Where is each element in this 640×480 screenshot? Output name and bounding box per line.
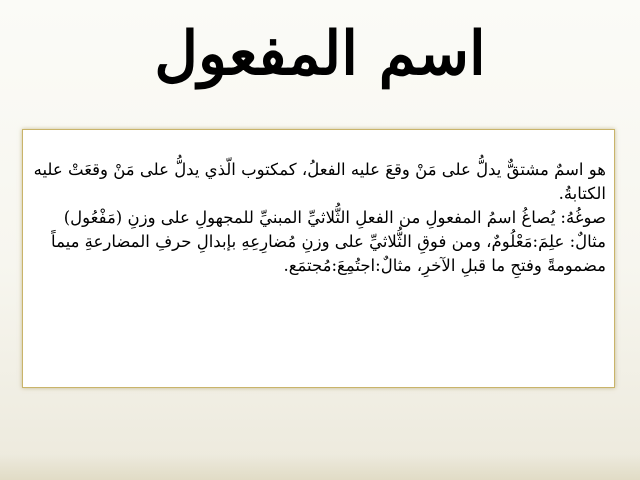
slide-title: اسم المفعول [154,19,486,89]
content-box [22,129,615,388]
formation-paragraph: صوغُهُ: يُصاغُ اسمُ المفعولِ من الفعلِ الثُّلاثيِّ المبنيِّ للمجهولِ على وزنِ (مَفْعُول) مثالٌ: علِمَ:مَعْلُومٌ، ومن فوقِ الثُّلاثيِّ على وزنِ مُضارِعِهِ بإبدالِ حرفِ المضارعةِ ميماً مضمومةً وفتحِ ما قبلِ الآخرِ، مثالٌ:اجتُمِعَ:مُجتمَع. [51,208,606,275]
bottom-band [0,454,640,480]
body-text [29,158,606,278]
definition-paragraph: هو اسمٌ مشتقٌّ يدلُّ على مَنْ وقعَ عليه الفعلُ، كمكتوب الّذي يدلُّ على مَنْ وقعَتْ عليه الكتابةُ. [33,160,606,203]
